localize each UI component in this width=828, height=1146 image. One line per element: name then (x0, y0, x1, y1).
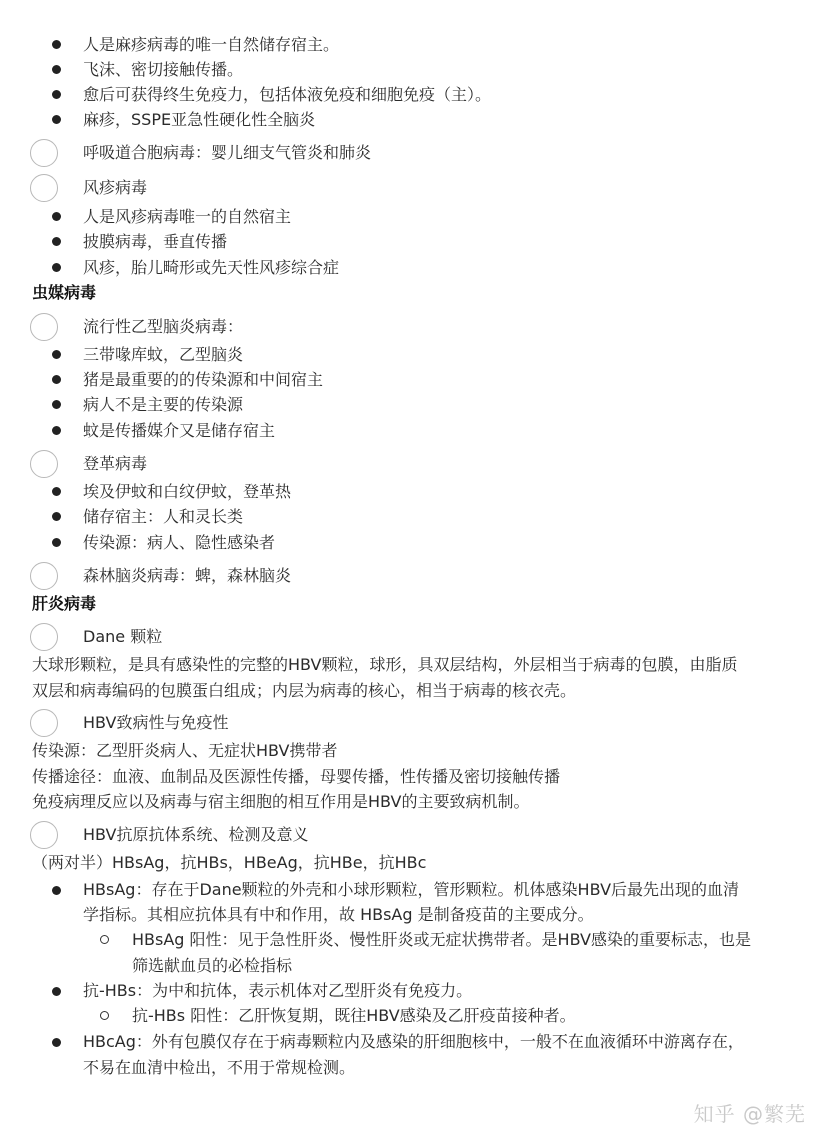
sub-list-item: HBsAg 阳性：见于急性肝炎、慢性肝炎或无症状携带者。是HBV感染的重要标志，也是 (132, 930, 751, 949)
bullet-icon (52, 487, 61, 496)
task-item-forest: 森林脑炎病毒：蜱，森林脑炎 (83, 566, 292, 585)
sub-list-item: 抗-HBs 阳性：乙肝恢复期，既往HBV感染及乙肝疫苗接种者。 (132, 1006, 576, 1025)
list-item: 蚊是传播媒介又是储存宿主 (83, 421, 276, 440)
checkbox-icon[interactable] (30, 450, 58, 478)
list-item: 储存宿主：人和灵长类 (83, 507, 244, 526)
bullet-icon (52, 115, 61, 124)
task-item-hbv-antigen: HBV抗原抗体系统、检测及意义 (83, 825, 309, 844)
task-item-jev: 流行性乙型脑炎病毒： (83, 317, 244, 336)
bullet-icon (52, 263, 61, 272)
bullet-icon (52, 886, 61, 895)
watermark: 知乎 @繁芜 (693, 1102, 806, 1126)
list-item: 愈后可获得终生免疫力，包括体液免疫和细胞免疫（主）。 (83, 85, 492, 104)
list-item: 三带喙库蚊，乙型脑炎 (83, 345, 244, 364)
bullet-icon (52, 375, 61, 384)
list-item: 人是风疹病毒唯一的自然宿主 (83, 207, 292, 226)
bullet-icon (52, 987, 61, 996)
task-item-rubella: 风疹病毒 (83, 178, 148, 197)
paragraph-line: （两对半）HBsAg，抗HBs，HBeAg，抗HBe，抗HBc (32, 853, 427, 872)
bullet-icon (52, 538, 61, 547)
paragraph-line: 免疫病理反应以及病毒与宿主细胞的相互作用是HBV的主要致病机制。 (32, 792, 530, 811)
list-item: 埃及伊蚊和白纹伊蚊，登革热 (83, 482, 292, 501)
bullet-icon (52, 1038, 61, 1047)
task-item-dane: Dane 颗粒 (83, 627, 163, 646)
sub-list-item-continuation: 筛选献血员的必检指标 (132, 956, 293, 975)
checkbox-icon[interactable] (30, 313, 58, 341)
section-heading-arbovirus: 虫媒病毒 (32, 283, 97, 302)
bullet-icon (52, 90, 61, 99)
list-item-hbsag: HBsAg：存在于Dane颗粒的外壳和小球形颗粒，管形颗粒。机体感染HBV后最先出现的血清 (83, 880, 740, 899)
bullet-icon (52, 65, 61, 74)
section-heading-hepatitis: 肝炎病毒 (32, 594, 97, 613)
task-item-hbv-pathogenic: HBV致病性与免疫性 (83, 713, 229, 732)
list-item: 麻疹，SSPE亚急性硬化性全脑炎 (83, 110, 316, 129)
list-item-anti-hbs: 抗-HBs：为中和抗体，表示机体对乙型肝炎有免疫力。 (83, 981, 473, 1000)
paragraph-line: 传染源：乙型肝炎病人、无症状HBV携带者 (32, 741, 338, 760)
list-item: 猪是最重要的的传染源和中间宿主 (83, 370, 324, 389)
task-item-rsv: 呼吸道合胞病毒：婴儿细支气管炎和肺炎 (83, 143, 372, 162)
paragraph-line: 双层和病毒编码的包膜蛋白组成；内层为病毒的核心，相当于病毒的核衣壳。 (32, 681, 577, 700)
task-item-dengue: 登革病毒 (83, 454, 148, 473)
bullet-icon (52, 212, 61, 221)
bullet-icon (52, 400, 61, 409)
list-item: 披膜病毒，垂直传播 (83, 232, 228, 251)
checkbox-icon[interactable] (30, 139, 58, 167)
bullet-icon (52, 40, 61, 49)
list-item: 传染源：病人、隐性感染者 (83, 533, 276, 552)
bullet-icon (52, 237, 61, 246)
checkbox-icon[interactable] (30, 174, 58, 202)
checkbox-icon[interactable] (30, 623, 58, 651)
bullet-icon (52, 350, 61, 359)
list-item-hbcag: HBcAg：外有包膜仅存在于病毒颗粒内及感染的肝细胞核中，一般不在血液循环中游离存在， (83, 1032, 744, 1051)
list-item-continuation: 不易在血清中检出，不用于常规检测。 (83, 1058, 356, 1077)
list-item: 飞沫、密切接触传播。 (83, 60, 244, 79)
list-item: 人是麻疹病毒的唯一自然储存宿主。 (83, 35, 340, 54)
list-item: 风疹，胎儿畸形或先天性风疹综合症 (83, 258, 340, 277)
sub-bullet-icon (100, 935, 109, 944)
list-item-continuation: 学指标。其相应抗体具有中和作用，故 HBsAg 是制备疫苗的主要成分。 (83, 905, 594, 924)
bullet-icon (52, 426, 61, 435)
checkbox-icon[interactable] (30, 709, 58, 737)
bullet-icon (52, 512, 61, 521)
list-item: 病人不是主要的传染源 (83, 395, 244, 414)
checkbox-icon[interactable] (30, 562, 58, 590)
checkbox-icon[interactable] (30, 821, 58, 849)
paragraph-line: 传播途径：血液、血制品及医源性传播，母婴传播，性传播及密切接触传播 (32, 767, 561, 786)
sub-bullet-icon (100, 1011, 109, 1020)
paragraph-line: 大球形颗粒，是具有感染性的完整的HBV颗粒，球形，具双层结构，外层相当于病毒的包膜，由脂质 (32, 655, 738, 674)
